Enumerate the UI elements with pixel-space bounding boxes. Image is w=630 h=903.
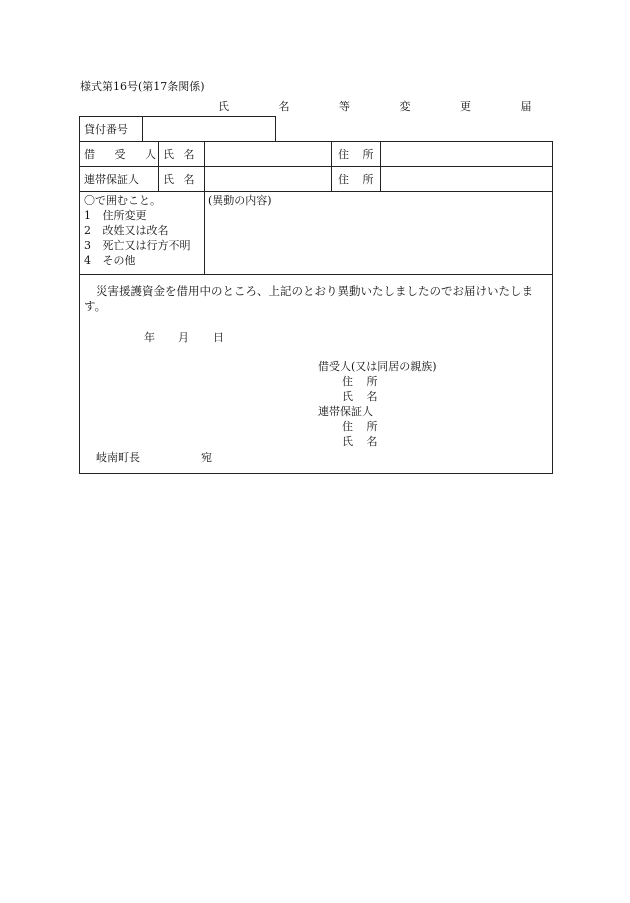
option-item-death-missing[interactable]: 3 死亡又は行方不明 (84, 239, 191, 252)
date-day: 日 (213, 331, 224, 344)
borrower-name-label: 氏 名 (163, 148, 195, 161)
date-year: 年 (144, 331, 155, 344)
form-number-label: 様式第16号(第17条関係) (80, 80, 205, 93)
borrower-name-field[interactable] (210, 149, 325, 161)
signature-borrower-name: 氏 名 (342, 390, 378, 403)
guarantor-role-label: 連帯保証人 (84, 173, 139, 186)
option-item-name-change[interactable]: 2 改姓又は改名 (84, 224, 169, 237)
guarantor-address-field[interactable] (386, 174, 546, 186)
statement-line-1: 災害援護資金を借用中のところ、上記のとおり異動いたしましたのでお届けいたしま (96, 284, 533, 298)
col-divider-options (204, 191, 205, 274)
signature-borrower-address: 住 所 (342, 375, 378, 388)
col-divider-addresslabel (380, 141, 381, 191)
date-month: 月 (178, 331, 189, 344)
form-title: 氏 名 等 変 更 届 (218, 100, 552, 113)
signature-borrower-heading: 借受人(又は同居の親族) (318, 360, 437, 373)
borrower-role-label: 借 受 人 (84, 148, 162, 161)
col-divider-namevalue (331, 141, 332, 191)
signature-guarantor-heading: 連帯保証人 (318, 405, 373, 418)
row-divider-2 (79, 191, 553, 192)
borrower-address-field[interactable] (386, 149, 546, 161)
row-divider-1 (79, 166, 553, 167)
option-item-other[interactable]: 4 その他 (84, 254, 136, 267)
signature-guarantor-address: 住 所 (342, 420, 378, 433)
signature-guarantor-name: 氏 名 (342, 435, 378, 448)
statement-line-2: す。 (84, 299, 107, 313)
change-details-field[interactable] (208, 210, 546, 268)
loan-number-divider (142, 116, 143, 142)
guarantor-name-field[interactable] (210, 174, 325, 186)
options-instruction: 〇で囲むこと。 (84, 194, 161, 207)
loan-number-label: 貸付番号 (84, 123, 128, 136)
loan-number-field[interactable] (148, 124, 268, 136)
addressee-label: 岐南町長 (96, 451, 140, 464)
change-details-label: (異動の内容) (208, 194, 272, 207)
option-item-address-change[interactable]: 1 住所変更 (84, 209, 147, 222)
col-divider-namelabel (204, 141, 205, 191)
addressee-suffix: 宛 (201, 451, 212, 464)
guarantor-name-label: 氏 名 (163, 173, 195, 186)
borrower-address-label: 住 所 (338, 148, 374, 161)
row-divider-3 (79, 274, 553, 275)
guarantor-address-label: 住 所 (338, 173, 374, 186)
